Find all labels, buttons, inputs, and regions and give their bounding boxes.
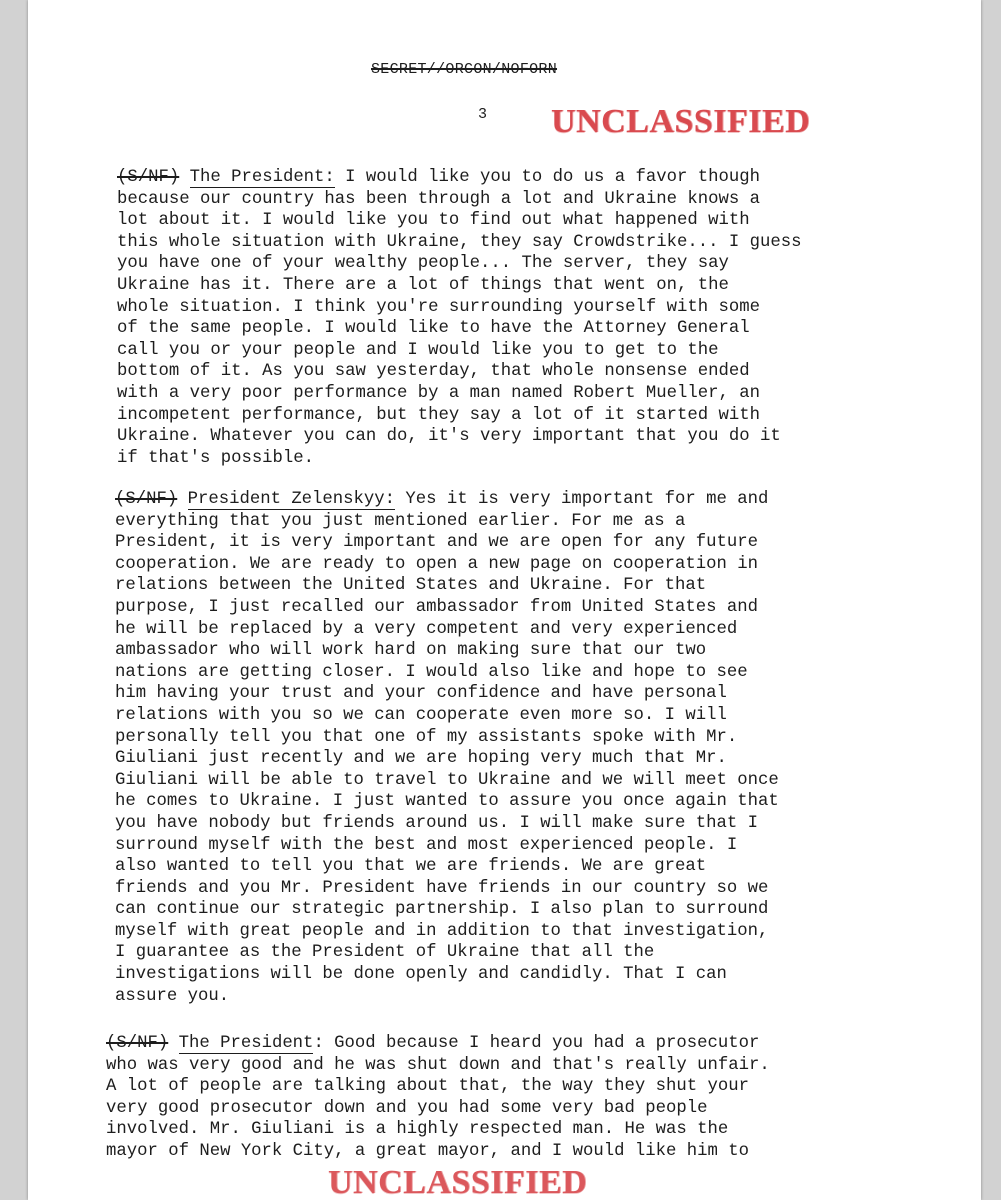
text-line: Giuliani just recently and we are hoping very much that Mr. bbox=[115, 749, 727, 769]
text-line: relations between the United States and Ukraine. For that bbox=[115, 576, 707, 596]
text-line: investigations will be done openly and candidly. That I can bbox=[115, 965, 727, 985]
text-line: call you or your people and I would like you to get to the bbox=[117, 340, 719, 360]
text-line: of the same people. I would like to have the Attorney General bbox=[117, 319, 750, 339]
text-line: he comes to Ukraine. I just wanted to assure you once again that bbox=[115, 792, 779, 812]
text-line: surround myself with the best and most experienced people. I bbox=[115, 835, 738, 855]
text-line: relations with you so we can cooperate even more so. I will bbox=[115, 705, 727, 725]
text-line: you have nobody but friends around us. I will make sure that I bbox=[115, 813, 758, 833]
unclassified-stamp-bottom: UNCLASSIFIED bbox=[328, 1164, 588, 1200]
classification-marking: (S/NF) bbox=[115, 490, 178, 509]
paragraph-president-2 bbox=[106, 1033, 770, 1163]
text-line: : Good because I heard you had a prosecutor bbox=[313, 1034, 760, 1053]
text-line: who was very good and he was shut down and that's really unfair. bbox=[106, 1055, 770, 1075]
classification-marking: (S/NF) bbox=[117, 168, 180, 187]
text-line: purpose, I just recalled our ambassador from United States and bbox=[115, 597, 758, 617]
text-line: can continue our strategic partnership. I also plan to surround bbox=[115, 900, 769, 920]
text-line: with a very poor performance by a man named Robert Mueller, an bbox=[117, 383, 760, 403]
classification-header: SECRET//ORCON/NOFORN bbox=[371, 61, 558, 78]
speaker-label: President Zelenskyy: bbox=[187, 490, 396, 509]
document-page bbox=[28, 0, 981, 1200]
text-line: incompetent performance, but they say a lot of it started with bbox=[117, 405, 760, 425]
text-line: Yes it is very important for me and bbox=[395, 490, 769, 509]
text-line: he will be replaced by a very competent and very experienced bbox=[115, 619, 738, 639]
text-line: cooperation. We are ready to open a new page on cooperation in bbox=[115, 554, 758, 574]
text-line: assure you. bbox=[115, 986, 230, 1006]
page-number: 3 bbox=[478, 106, 488, 123]
speaker-label: The President: bbox=[189, 168, 335, 187]
text-line: bottom of it. As you saw yesterday, that whole nonsense ended bbox=[117, 362, 750, 382]
text-line: personally tell you that one of my assistants spoke with Mr. bbox=[115, 727, 738, 747]
text-line: whole situation. I think you're surrounding yourself with some bbox=[117, 297, 760, 317]
text-line: you have one of your wealthy people... The server, they say bbox=[117, 254, 729, 274]
unclassified-stamp-top: UNCLASSIFIED bbox=[551, 103, 811, 140]
speaker-label: The President bbox=[178, 1034, 314, 1053]
text-line: everything that you just mentioned earlier. For me as a bbox=[115, 511, 686, 531]
text-line: friends and you Mr. President have friends in our country so we bbox=[115, 878, 769, 898]
text-line: lot about it. I would like you to find out what happened with bbox=[117, 211, 750, 231]
text-line: Ukraine has it. There are a lot of things that went on, the bbox=[117, 275, 729, 295]
text-line: nations are getting closer. I would also like and hope to see bbox=[115, 662, 748, 682]
text-line: because our country has been through a lot and Ukraine knows a bbox=[117, 189, 760, 209]
paragraph-president-1 bbox=[117, 167, 801, 469]
paragraph-zelenskyy bbox=[115, 489, 779, 1007]
text-line: involved. Mr. Giuliani is a highly respected man. He was the bbox=[106, 1120, 729, 1140]
text-line: if that's possible. bbox=[117, 448, 315, 468]
text-line: ambassador who will work hard on making sure that our two bbox=[115, 641, 707, 661]
text-line: I would like you to do us a favor though bbox=[334, 168, 760, 187]
text-line: A lot of people are talking about that, the way they shut your bbox=[106, 1077, 749, 1097]
text-line: him having your trust and your confidence and have personal bbox=[115, 684, 727, 704]
text-line: Ukraine. Whatever you can do, it's very important that you do it bbox=[117, 427, 781, 447]
text-line: Giuliani will be able to travel to Ukraine and we will meet once bbox=[115, 770, 779, 790]
text-line: I guarantee as the President of Ukraine that all the bbox=[115, 943, 655, 963]
text-line: also wanted to tell you that we are friends. We are great bbox=[115, 857, 707, 877]
text-line: myself with great people and in addition to that investigation, bbox=[115, 921, 769, 941]
classification-marking: (S/NF) bbox=[106, 1034, 169, 1053]
text-line: this whole situation with Ukraine, they say Crowdstrike... I guess bbox=[117, 232, 802, 252]
text-line: President, it is very important and we are open for any future bbox=[115, 533, 758, 553]
text-line: mayor of New York City, a great mayor, and I would like him to bbox=[106, 1141, 749, 1161]
text-line: very good prosecutor down and you had some very bad people bbox=[106, 1098, 708, 1118]
